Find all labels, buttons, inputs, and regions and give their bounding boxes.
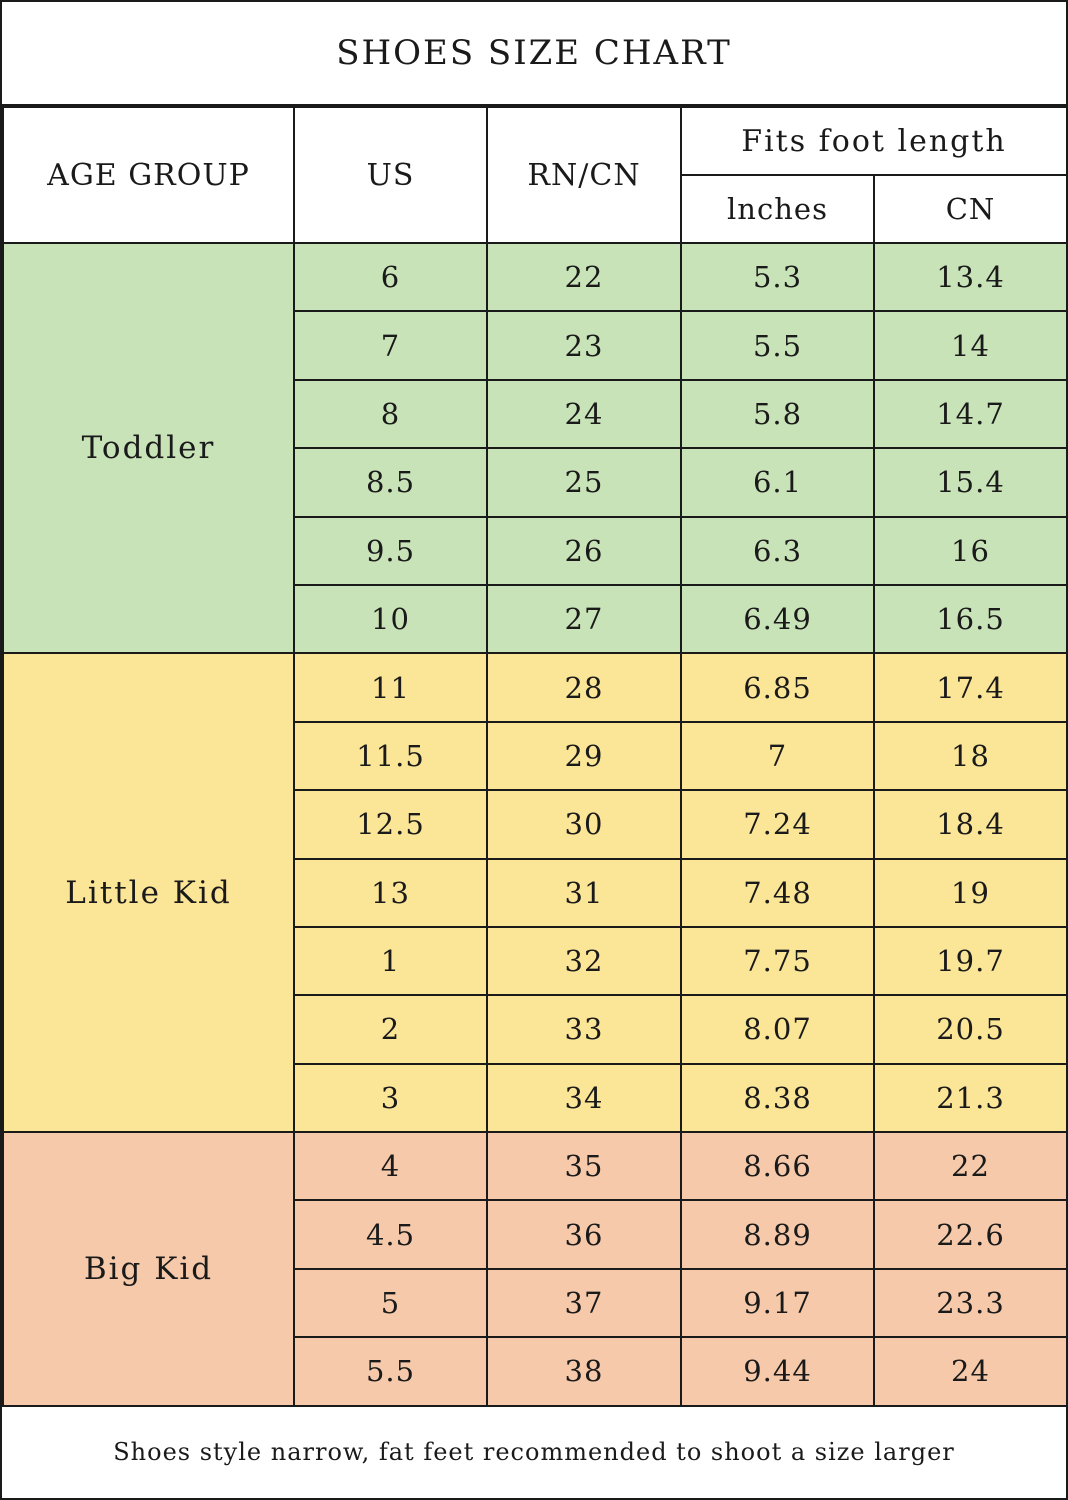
cell-inches: 9.17: [681, 1269, 874, 1337]
chart-title: SHOES SIZE CHART: [2, 2, 1066, 106]
cell-cn: 18.4: [874, 790, 1067, 858]
cell-rn-cn: 24: [487, 380, 681, 448]
cell-inches: 5.3: [681, 243, 874, 311]
footer-note: Shoes style narrow, fat feet recommended to shoot a size larger: [113, 1438, 955, 1466]
age-group-cell: Toddler: [3, 243, 294, 653]
table-row: [3, 653, 1067, 721]
cell-us: 11: [294, 653, 487, 721]
cell-rn-cn: 23: [487, 311, 681, 379]
cell-us: 9.5: [294, 517, 487, 585]
header-cn: CN: [874, 175, 1067, 243]
cell-rn-cn: 34: [487, 1064, 681, 1132]
cell-rn-cn: 32: [487, 927, 681, 995]
table-body: [3, 243, 1067, 1406]
cell-inches: 6.3: [681, 517, 874, 585]
cell-us: 8.5: [294, 448, 487, 516]
cell-cn: 21.3: [874, 1064, 1067, 1132]
cell-rn-cn: 35: [487, 1132, 681, 1200]
cell-us: 5.5: [294, 1337, 487, 1405]
cell-us: 3: [294, 1064, 487, 1132]
cell-cn: 14: [874, 311, 1067, 379]
cell-rn-cn: 36: [487, 1200, 681, 1268]
size-table: [2, 106, 1068, 1407]
cell-us: 4.5: [294, 1200, 487, 1268]
table-row: [3, 1132, 1067, 1200]
cell-inches: 7.75: [681, 927, 874, 995]
cell-us: 7: [294, 311, 487, 379]
cell-us: 10: [294, 585, 487, 653]
cell-us: 13: [294, 859, 487, 927]
header-inches: lnches: [681, 175, 874, 243]
cell-rn-cn: 38: [487, 1337, 681, 1405]
header-fits-foot-length: Fits foot length: [681, 107, 1067, 175]
cell-cn: 20.5: [874, 995, 1067, 1063]
cell-rn-cn: 25: [487, 448, 681, 516]
cell-rn-cn: 33: [487, 995, 681, 1063]
cell-inches: 9.44: [681, 1337, 874, 1405]
cell-inches: 8.66: [681, 1132, 874, 1200]
cell-cn: 23.3: [874, 1269, 1067, 1337]
cell-rn-cn: 26: [487, 517, 681, 585]
cell-us: 2: [294, 995, 487, 1063]
cell-cn: 22: [874, 1132, 1067, 1200]
cell-us: 8: [294, 380, 487, 448]
cell-rn-cn: 37: [487, 1269, 681, 1337]
cell-cn: 22.6: [874, 1200, 1067, 1268]
cell-us: 5: [294, 1269, 487, 1337]
age-group-cell: Little Kid: [3, 653, 294, 1132]
cell-inches: 7: [681, 722, 874, 790]
header-us: US: [294, 107, 487, 243]
cell-cn: 15.4: [874, 448, 1067, 516]
cell-inches: 6.49: [681, 585, 874, 653]
cell-rn-cn: 27: [487, 585, 681, 653]
cell-inches: 5.5: [681, 311, 874, 379]
cell-inches: 5.8: [681, 380, 874, 448]
cell-us: 1: [294, 927, 487, 995]
cell-rn-cn: 28: [487, 653, 681, 721]
cell-inches: 6.85: [681, 653, 874, 721]
cell-rn-cn: 29: [487, 722, 681, 790]
cell-cn: 19.7: [874, 927, 1067, 995]
cell-rn-cn: 30: [487, 790, 681, 858]
header-age-group: AGE GROUP: [3, 107, 294, 243]
cell-inches: 8.07: [681, 995, 874, 1063]
header-rn-cn: RN/CN: [487, 107, 681, 243]
cell-rn-cn: 31: [487, 859, 681, 927]
table-row: [3, 243, 1067, 311]
cell-cn: 14.7: [874, 380, 1067, 448]
cell-us: 6: [294, 243, 487, 311]
cell-cn: 18: [874, 722, 1067, 790]
cell-us: 11.5: [294, 722, 487, 790]
cell-cn: 24: [874, 1337, 1067, 1405]
cell-cn: 19: [874, 859, 1067, 927]
cell-inches: 6.1: [681, 448, 874, 516]
cell-us: 12.5: [294, 790, 487, 858]
cell-inches: 8.89: [681, 1200, 874, 1268]
cell-inches: 7.48: [681, 859, 874, 927]
age-group-cell: Big Kid: [3, 1132, 294, 1406]
cell-cn: 13.4: [874, 243, 1067, 311]
cell-cn: 16: [874, 517, 1067, 585]
cell-us: 4: [294, 1132, 487, 1200]
cell-cn: 16.5: [874, 585, 1067, 653]
cell-inches: 7.24: [681, 790, 874, 858]
cell-cn: 17.4: [874, 653, 1067, 721]
cell-inches: 8.38: [681, 1064, 874, 1132]
cell-rn-cn: 22: [487, 243, 681, 311]
